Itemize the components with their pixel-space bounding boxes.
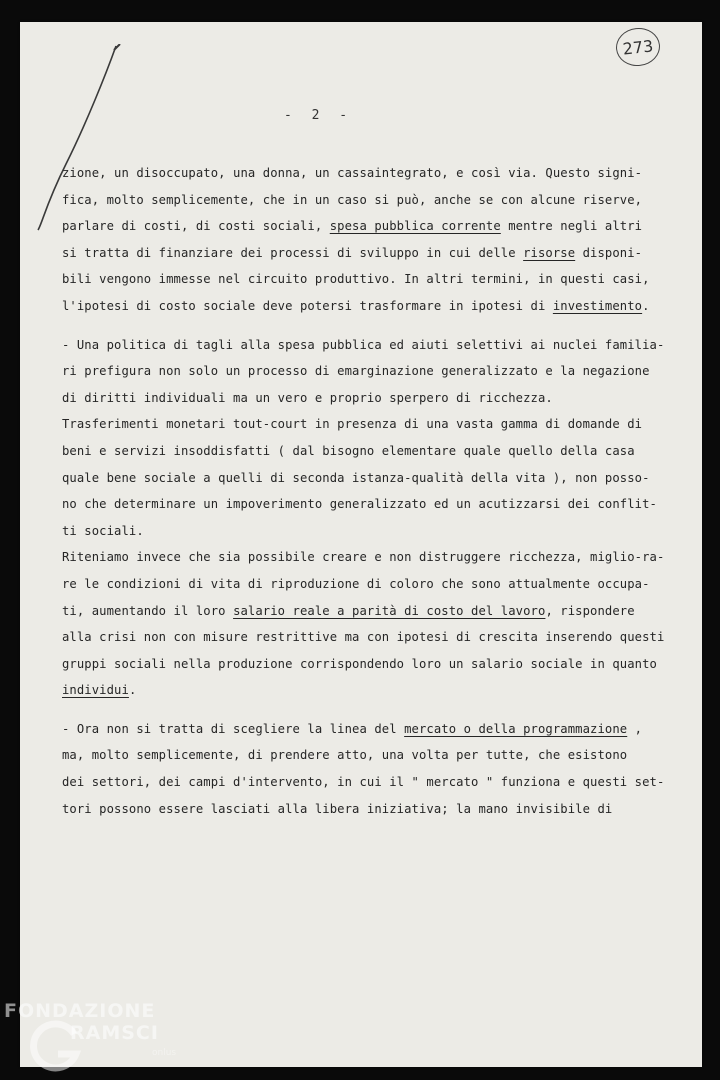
logo-onlus: onlus — [152, 1048, 177, 1058]
page-number: - 2 - — [284, 108, 354, 123]
text-line — [62, 742, 662, 769]
text-line — [62, 518, 662, 545]
text-segment: , — [627, 721, 643, 736]
text-segment: - Ora non si tratta di scegliere la linea del — [62, 721, 405, 736]
text-segment: . — [642, 298, 650, 313]
text-segment: ti sociali. — [62, 523, 144, 538]
fondazione-gramsci-logo — [4, 1000, 204, 1080]
text-segment: zione, un disoccupato, una donna, un cassaintegrato, e così via. Questo signi- — [62, 166, 643, 180]
text-segment: re le condizioni di vita di riproduzione di coloro che sono attualmente occupa- — [62, 576, 650, 591]
text-segment: si tratta di finanziare dei processi di sviluppo in cui delle — [62, 245, 524, 260]
text-line — [62, 293, 662, 320]
text-line — [62, 544, 665, 571]
text-line — [62, 358, 662, 385]
paragraph — [62, 544, 665, 704]
text-segment: , rispondere — [545, 603, 635, 618]
text-segment: beni e servizi insoddisfatti ( dal bisogno elementare quale quello della casa — [62, 443, 635, 458]
logo-text-line1: FONDAZIONE — [4, 1000, 156, 1022]
text-segment: quale bene sociale a quelli di seconda istanza-qualità della vita ), non posso- — [62, 470, 650, 485]
paragraph — [62, 716, 665, 822]
underlined-phrase: spesa pubblica corrente — [329, 219, 501, 234]
underlined-phrase: mercato o della programmazione — [404, 721, 628, 736]
text-segment: disponi- — [575, 245, 643, 260]
text-segment: . — [128, 683, 137, 698]
text-line — [62, 213, 662, 240]
text-line — [62, 411, 662, 438]
underlined-phrase: risorse — [523, 245, 576, 260]
text-line — [62, 651, 662, 678]
text-segment: ri prefigura non solo un processo di emarginazione generalizzato e la negazione — [62, 364, 650, 379]
text-line — [62, 187, 662, 214]
text-line — [62, 598, 662, 625]
text-segment: - Una politica di tagli alla spesa pubblica ed aiuti selettivi ai nuclei familia- — [62, 337, 665, 352]
text-segment: di diritti individuali ma un vero e proprio sperpero di ricchezza. — [62, 390, 553, 405]
logo-text-line2: RAMSCI — [70, 1022, 159, 1044]
underlined-phrase: individui — [62, 683, 129, 698]
text-segment: bili vengono immesse nel circuito produttivo. In altri termini, in questi casi, — [62, 272, 650, 287]
text-segment: tori possono essere lasciati alla libera iniziativa; la mano invisibile di — [62, 801, 613, 816]
text-line — [62, 332, 665, 359]
text-segment: ti, aumentando il loro — [62, 603, 234, 618]
text-line — [62, 624, 665, 651]
text-line — [62, 240, 662, 267]
archive-page-number: 273 — [614, 26, 662, 68]
text-line — [62, 465, 662, 492]
text-segment: ma, molto semplicemente, di prendere atto, una volta per tutte, che esistono — [62, 748, 628, 763]
paragraph — [62, 160, 662, 320]
text-line — [62, 716, 662, 743]
text-line — [62, 266, 662, 293]
text-segment: Trasferimenti monetari tout-court in presenza di una vasta gamma di domande di — [62, 417, 643, 432]
text-line — [62, 385, 662, 412]
text-segment: gruppi sociali nella produzione corrispondendo loro un salario sociale in quanto — [62, 656, 657, 671]
text-line — [62, 677, 662, 704]
text-segment: fica, molto semplicemente, che in un caso si può, anche se con alcune riserve, — [62, 192, 643, 207]
document-body — [62, 160, 665, 822]
underlined-phrase: investimento — [552, 298, 643, 313]
text-segment: dei settori, dei campi d'intervento, in cui il " mercato " funziona e questi set- — [62, 775, 665, 790]
text-line — [62, 571, 662, 598]
text-line — [62, 769, 665, 796]
text-segment: alla crisi non con misure restrittive ma con ipotesi di crescita inserendo questi — [62, 630, 665, 645]
text-segment: no che determinare un impoverimento generalizzato ed un acutizzarsi dei conflit- — [62, 497, 657, 512]
underlined-phrase: salario reale a parità di costo del lavoro — [233, 603, 546, 618]
text-line — [62, 160, 662, 187]
paragraph — [62, 332, 665, 412]
text-segment: mentre negli altri — [500, 219, 643, 234]
paragraph — [62, 411, 662, 544]
text-segment: Riteniamo invece che sia possibile creare e non distruggere ricchezza, miglio-ra- — [62, 550, 665, 565]
text-segment: l'ipotesi di costo sociale deve potersi trasformare in ipotesi di — [62, 298, 553, 313]
text-line — [62, 438, 662, 465]
text-segment: parlare di costi, di costi sociali, — [62, 219, 330, 234]
text-line — [62, 796, 662, 823]
text-line — [62, 491, 662, 518]
